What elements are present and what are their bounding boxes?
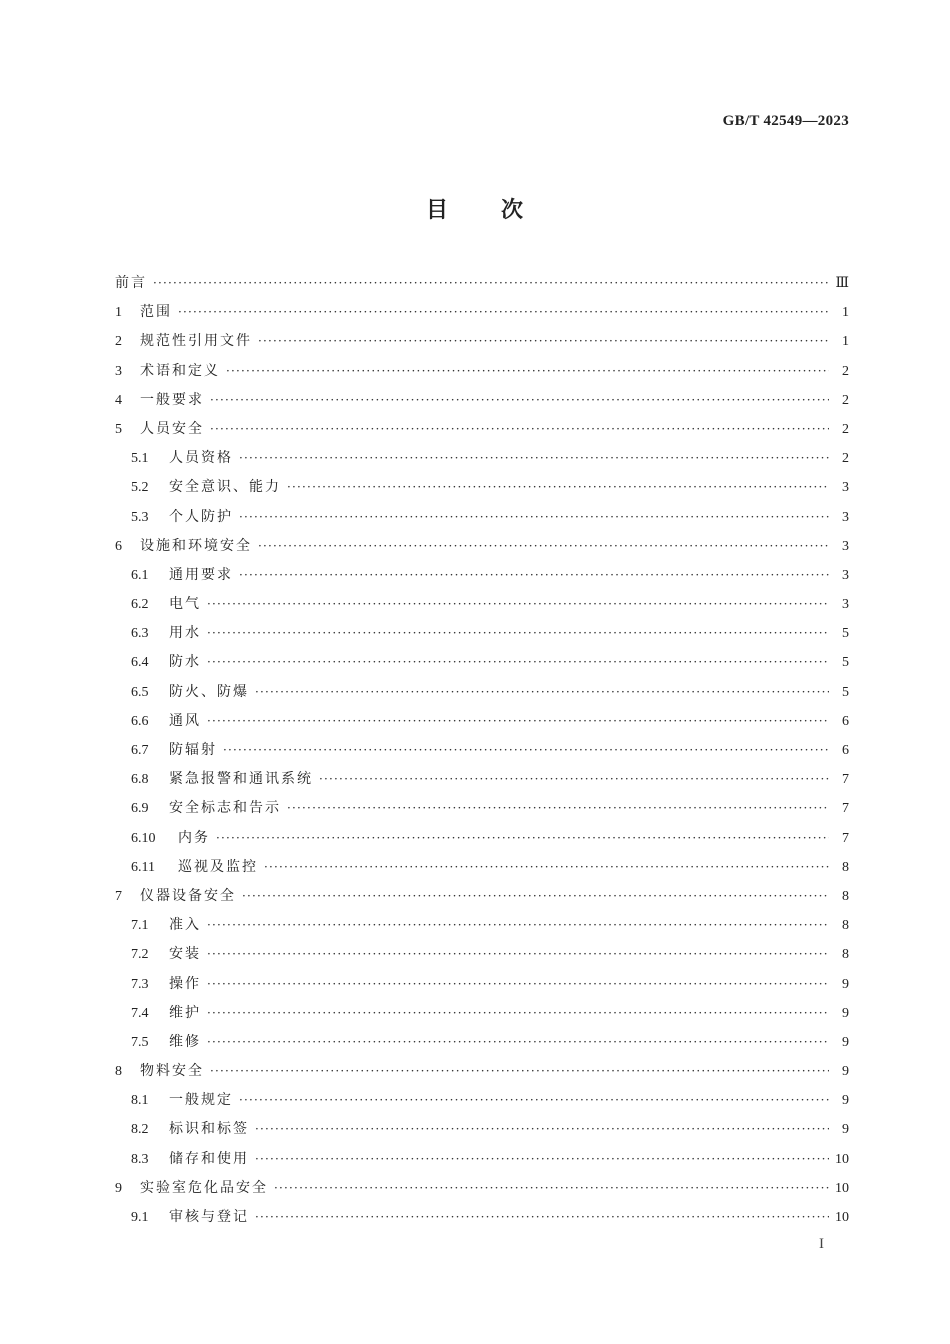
toc-entry-title: 规范性引用文件 xyxy=(140,333,252,350)
toc-entry[interactable] xyxy=(115,1086,849,1115)
toc-entry-page: 5 xyxy=(842,684,849,700)
toc-dot-leader xyxy=(319,765,829,794)
toc-dot-leader xyxy=(210,386,829,415)
toc-entry-number: 8.3 xyxy=(131,1151,149,1167)
toc-entry-page: 2 xyxy=(842,363,849,379)
toc-entry-number: 7.2 xyxy=(131,947,149,963)
toc-entry-number: 3 xyxy=(115,363,122,379)
toc-entry-page: 7 xyxy=(842,830,849,846)
toc-entry-title: 维修 xyxy=(169,1033,201,1050)
toc-entry-number: 2 xyxy=(115,334,122,350)
toc-entry-page: 8 xyxy=(842,918,849,934)
toc-entry[interactable] xyxy=(115,678,849,707)
toc-entry-title: 紧急报警和通讯系统 xyxy=(169,771,313,788)
toc-entry[interactable] xyxy=(115,794,849,823)
toc-dot-leader xyxy=(210,1057,829,1086)
toc-dot-leader xyxy=(207,590,829,619)
toc-entry-page: 2 xyxy=(842,392,849,408)
toc-entry[interactable] xyxy=(115,532,849,561)
toc-dot-leader xyxy=(255,1203,829,1232)
toc-entry-page: 3 xyxy=(842,509,849,525)
toc-entry-page: 10 xyxy=(835,1180,849,1196)
toc-dot-leader xyxy=(255,1115,829,1144)
toc-entry[interactable] xyxy=(115,386,849,415)
toc-entry-number: 7 xyxy=(115,888,122,904)
toc-entry[interactable] xyxy=(115,1203,849,1232)
toc-entry-number: 6.8 xyxy=(131,772,149,788)
toc-entry[interactable] xyxy=(115,970,849,999)
toc-entry-page: 5 xyxy=(842,626,849,642)
toc-entry-title: 设施和环境安全 xyxy=(140,537,252,554)
toc-entry[interactable] xyxy=(115,1145,849,1174)
toc-dot-leader xyxy=(242,882,829,911)
toc-entry-title: 前言 xyxy=(115,275,147,291)
toc-entry[interactable] xyxy=(115,999,849,1028)
toc-entry[interactable] xyxy=(115,1115,849,1144)
toc-entry-page: 1 xyxy=(842,305,849,321)
toc-dot-leader xyxy=(239,444,829,473)
toc-dot-leader xyxy=(239,561,829,590)
toc-dot-leader xyxy=(207,707,829,736)
toc-entry-title: 维护 xyxy=(169,1004,201,1021)
toc-dot-leader xyxy=(255,1145,829,1174)
toc-entry-title: 安全意识、能力 xyxy=(169,479,281,496)
toc-entry[interactable] xyxy=(115,357,849,386)
toc-entry[interactable] xyxy=(115,824,849,853)
toc-entry-number: 6.6 xyxy=(131,713,149,729)
toc-entry-title: 内务 xyxy=(178,829,210,846)
toc-entry-page: 5 xyxy=(842,655,849,671)
toc-entry-page: 3 xyxy=(842,538,849,554)
toc-entry-title: 准入 xyxy=(169,917,201,934)
toc-entry-number: 7.3 xyxy=(131,976,149,992)
toc-entry-page: 8 xyxy=(842,888,849,904)
toc-entry-page: 9 xyxy=(842,1005,849,1021)
toc-entry-number: 6 xyxy=(115,538,122,554)
title-char-1: 目 xyxy=(425,198,449,223)
toc-dot-leader xyxy=(207,970,829,999)
toc-dot-leader xyxy=(258,532,829,561)
toc-entry-title: 安装 xyxy=(169,946,201,963)
toc-entry-page: 2 xyxy=(842,451,849,467)
toc-dot-leader xyxy=(207,1028,829,1057)
toc-entry[interactable] xyxy=(115,415,849,444)
toc-entry-number: 1 xyxy=(115,305,122,321)
toc-entry-page: 3 xyxy=(842,597,849,613)
toc-entry[interactable] xyxy=(115,736,849,765)
toc-entry-title: 储存和使用 xyxy=(169,1150,249,1167)
toc-entry-title: 电气 xyxy=(169,596,201,613)
toc-entry-title: 防火、防爆 xyxy=(169,683,249,700)
toc-entry-number: 6.10 xyxy=(131,830,156,846)
toc-entry-title: 防水 xyxy=(169,654,201,671)
toc-entry-page: 1 xyxy=(842,334,849,350)
standard-code: GB/T 42549—2023 xyxy=(722,113,849,129)
toc-entry[interactable] xyxy=(115,269,849,298)
toc-entry-title: 通用要求 xyxy=(169,566,233,583)
toc-entry[interactable] xyxy=(115,590,849,619)
toc-entry-title: 审核与登记 xyxy=(169,1209,249,1225)
toc-entry-number: 6.2 xyxy=(131,597,149,613)
toc-entry-title: 防辐射 xyxy=(169,742,217,758)
toc-dot-leader xyxy=(287,473,829,502)
toc-entry-page: 9 xyxy=(842,1122,849,1138)
toc-dot-leader xyxy=(207,619,829,648)
toc-entry-title: 一般要求 xyxy=(140,391,204,408)
toc-dot-leader xyxy=(223,736,829,765)
page-title xyxy=(0,193,950,224)
toc-entry[interactable] xyxy=(115,648,849,677)
toc-entry-number: 4 xyxy=(115,392,122,408)
toc-entry-title: 巡视及监控 xyxy=(178,858,258,875)
toc-entry[interactable] xyxy=(115,707,849,736)
toc-entry[interactable] xyxy=(115,1057,849,1086)
toc-entry-number: 8.2 xyxy=(131,1122,149,1138)
toc-entry-page: 10 xyxy=(835,1210,849,1225)
toc-entry-title: 个人防护 xyxy=(169,508,233,525)
toc-entry[interactable] xyxy=(115,561,849,590)
toc-dot-leader xyxy=(210,415,829,444)
toc-entry-number: 7.4 xyxy=(131,1005,149,1021)
toc-entry-number: 5.1 xyxy=(131,451,149,467)
toc-entry-number: 6.7 xyxy=(131,743,149,758)
toc-dot-leader xyxy=(264,853,829,882)
toc-entry-title: 安全标志和告示 xyxy=(169,800,281,817)
toc-entry-page: 6 xyxy=(842,713,849,729)
toc-entry[interactable] xyxy=(115,503,849,532)
toc-entry-page: 8 xyxy=(842,859,849,875)
toc-dot-leader xyxy=(274,1174,829,1203)
toc-entry-number: 6.5 xyxy=(131,684,149,700)
toc-dot-leader xyxy=(207,999,829,1028)
toc-entry-title: 术语和定义 xyxy=(140,362,220,379)
toc-entry-title: 通风 xyxy=(169,712,201,729)
toc-entry-number: 6.9 xyxy=(131,801,149,817)
title-char-2: 次 xyxy=(501,198,525,223)
toc-dot-leader xyxy=(216,824,829,853)
toc-entry[interactable] xyxy=(115,882,849,911)
toc-entry-page: 9 xyxy=(842,1064,849,1080)
toc-entry-page: 10 xyxy=(835,1151,849,1167)
toc-entry[interactable] xyxy=(115,1174,849,1203)
toc-entry-page: 8 xyxy=(842,947,849,963)
toc-entry-page: 3 xyxy=(842,480,849,496)
toc-entry-number: 9 xyxy=(115,1180,122,1196)
toc-entry-number: 8 xyxy=(115,1064,122,1080)
toc-entry-number: 7.1 xyxy=(131,918,149,934)
toc-entry[interactable] xyxy=(115,473,849,502)
toc-entry-title: 用水 xyxy=(169,625,201,642)
toc-dot-leader xyxy=(207,648,829,677)
toc-dot-leader xyxy=(178,298,829,327)
toc-entry-title: 操作 xyxy=(169,975,201,992)
toc-entry-page: 7 xyxy=(842,772,849,788)
toc-dot-leader xyxy=(153,269,829,298)
toc-dot-leader xyxy=(239,1086,829,1115)
toc-entry-number: 6.4 xyxy=(131,655,149,671)
toc-entry-title: 范围 xyxy=(140,304,172,321)
toc-entry-number: 5 xyxy=(115,421,122,437)
toc-entry-page: 2 xyxy=(842,421,849,437)
toc-entry-page: 6 xyxy=(842,743,849,758)
toc-entry-title: 物料安全 xyxy=(140,1063,204,1080)
toc-entry[interactable] xyxy=(115,1028,849,1057)
toc-entry-number: 5.2 xyxy=(131,480,149,496)
toc-entry-number: 9.1 xyxy=(131,1210,149,1225)
toc-dot-leader xyxy=(239,503,829,532)
toc-entry-number: 6.11 xyxy=(131,859,155,875)
toc-entry-number: 7.5 xyxy=(131,1034,149,1050)
toc-entry-page: 7 xyxy=(842,801,849,817)
toc-dot-leader xyxy=(258,327,829,356)
toc-entry[interactable] xyxy=(115,853,849,882)
toc-entry-number: 6.1 xyxy=(131,567,149,583)
toc-entry-page: 3 xyxy=(842,567,849,583)
toc-entry-number: 8.1 xyxy=(131,1093,149,1109)
toc-entry[interactable] xyxy=(115,327,849,356)
toc-entry-page: 9 xyxy=(842,1093,849,1109)
toc-entry-title: 标识和标签 xyxy=(169,1121,249,1138)
toc-dot-leader xyxy=(255,678,829,707)
toc-dot-leader xyxy=(207,911,829,940)
toc-entry[interactable] xyxy=(115,298,849,327)
toc-entry-title: 一般规定 xyxy=(169,1092,233,1109)
toc-entry-title: 仪器设备安全 xyxy=(140,887,236,904)
toc-dot-leader xyxy=(287,794,829,823)
page-number: I xyxy=(819,1236,824,1252)
toc-dot-leader xyxy=(207,940,829,969)
toc-entry-number: 5.3 xyxy=(131,509,149,525)
toc-entry-title: 人员资格 xyxy=(169,450,233,467)
table-of-contents xyxy=(115,269,849,1232)
toc-entry[interactable] xyxy=(115,911,849,940)
toc-entry-title: 实验室危化品安全 xyxy=(140,1179,268,1196)
toc-entry[interactable] xyxy=(115,619,849,648)
toc-entry[interactable] xyxy=(115,444,849,473)
toc-entry[interactable] xyxy=(115,765,849,794)
toc-entry-number: 6.3 xyxy=(131,626,149,642)
toc-entry-page: 9 xyxy=(842,1034,849,1050)
toc-dot-leader xyxy=(226,357,829,386)
toc-entry-page: Ⅲ xyxy=(835,276,849,291)
toc-entry-title: 人员安全 xyxy=(140,420,204,437)
toc-entry-page: 9 xyxy=(842,976,849,992)
toc-entry[interactable] xyxy=(115,940,849,969)
